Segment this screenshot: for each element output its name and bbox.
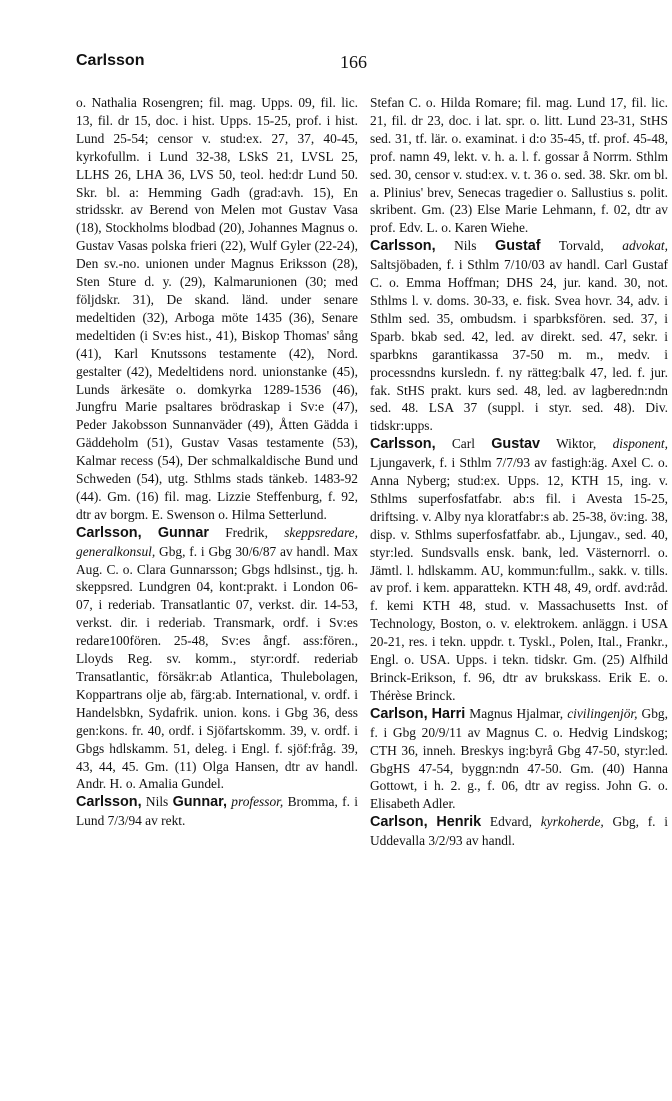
- entry-given-post: Fredrik,: [225, 524, 268, 540]
- entry-given-bold: Gunnar: [157, 524, 209, 541]
- entry-given-bold: Henrik: [436, 814, 482, 831]
- entry-given-bold: Gustaf: [495, 238, 541, 255]
- entry-body: Gbg, f. i Uddevalla 3/2/93 av handl.: [370, 814, 668, 849]
- entry-surname: Carlson,: [370, 814, 428, 831]
- entry-carlsson-gunnar-fredrik: [76, 524, 358, 794]
- entry-title: disponent,: [612, 436, 668, 452]
- page-number: 166: [340, 52, 367, 72]
- entry-body: Gbg, f. i Gbg 30/6/87 av handl. Max Aug. C. o. Clara Gunnarsson; Gbgs hdlsinst., tjg. h. skeppsred. Lundgren 04, kont:prakt. i London 06-07, i rederiab. Transatlantic 07, verkst. dir. 14-53, verkst. dir. i rederiab. Transmark, ordf. i Sv:es redare100fören. 25-48, Sv:es ångf. ass:fören., Lloyds Reg. sv. komm., styr:ordf. rederiab Transatlantic, försäkr:ab Atlantica, Thulebolagen, Koppartrans olje ab, färg:ab. International, v. ordf. i Handelsbkn, Sydafrik. union. kons. i Gbg 36, dess gen:kons. fr. 40, ordf. i Sjöfartskomm. 39, v. ordf. i Gbgs hdlskamm. 51, deleg. i Engl. f. sjöf:fråg. 39, 43, 44, 45. Gm. (11) Olga Hansen, dtr av handl. Andr. H. o. Amalia Gundel.: [76, 543, 358, 792]
- entry-surname: Carlsson,: [76, 524, 142, 541]
- entry-carlsson-nils-gunnar: [76, 793, 358, 830]
- entry-body: Ljungaverk, f. i Sthlm 7/7/93 av fastigh:äg. Axel C. o. Anna Nyberg; stud:ex. Upps. 12, KTH 15, ing. v. Sthlms superfosfatfabr. ab:s fil. i Avesta 15-25, driftsing. v. Alby nya kloratfabr:s ab. 25-38, öv:ing. 38, disp. v. Sthlms superfosfatfabr. ab., Ljungav., sed. 40, styr:led. Sundsvalls ensk. bank, led. Västernorrl. o. Jämtl. l. hdlskamm. AU, kommun:fullm., sakk. v. tills. av prof. i kem. apparattekn. KTH 48, 49, ordf. avd:råd. f. kemi KTH 48, stud. v. Massachusetts Inst. of Technology, Boston, o. v. elektrokem. anläggn. i USA 20-21, res. i tekn. uppdr. t. Tyskl., Polen, Ital., Frankr., Engl. o. USA. Upps. i tekn. tidskr. Gm. (25) Alfhild Brinck-Erikson, f. 96, dtr av brukskass. Erik E. o. Thérèse Brinck.: [370, 455, 668, 703]
- entry-given-post: Magnus Hjalmar,: [469, 705, 564, 721]
- entry-body: Saltsjöbaden, f. i Sthlm 7/10/03 av handl. Carl Gustaf C. o. Emma Hoffman; DHS 24, jur. kand. 30, not. Sthlms l. v. doms. 30-33, e. fisk. Svea hovr. 34, adv. i Sthlm sed. 35, ombudsm. i sparbksfören. sed. 37, i Sparb. bkab sed. 42, led. av direkt. sed. 47, sekr. i sparbkns garantikassa 37-50 m. m., medv. i processndns kursledn. f. ny rätteg:balk 47, led. f. jur. fak. StHS prakt. kurs sed. 48, led. av lagberedn:ndn sed. 48. LSA 37 (suppl. i styr. sed. 48). Div. tidskr:upps.: [370, 257, 668, 434]
- entry-continuation-right: [370, 94, 668, 237]
- entry-given-post: Wiktor,: [556, 436, 597, 452]
- entry-carlson-harri: [370, 705, 668, 813]
- entry-given-bold: Harri: [431, 705, 466, 722]
- running-head-name: Carlsson: [76, 52, 145, 69]
- entry-body: Bromma, f. i Lund 7/3/94 av rekt.: [76, 794, 358, 829]
- entry-given-pre: Nils: [145, 794, 169, 810]
- entry-title: civilingenjör,: [567, 705, 638, 721]
- entry-given-post: Torvald,: [558, 238, 604, 254]
- running-head: [76, 52, 644, 78]
- entry-surname: Carlsson,: [76, 794, 142, 811]
- entry-title: skeppsredare, generalkonsul,: [76, 524, 358, 559]
- entry-title: advokat,: [622, 238, 668, 254]
- entry-body: o. Nathalia Rosengren; fil. mag. Upps. 09, fil. lic. 13, fil. dr 15, doc. i hist. Upps. 15-25, prof. i hist. Lund 25-54; censor v. stud:ex. 27, 37, 40-45, kyrkofullm. i Lund 32-38, LSkS 21, LVSL 25, LLHS 26, LHA 36, LVS 50, teol. hed:dr Lund 50. Skr. bl. a: Hemming Gadh (grad:avh. 15), En stridsskr. av Berend von Melen mot Gustav Vasa (18), Stockholms blodbad (20), Johannes Magnus o. Gustav Vasas polska frieri (22), Wulf Gyler (22-24), Den sv.-no. unionen under Magnus Eriksson (28), Sten Sture d. y. (29), Kalmarunionen (30; med följdskr. 31), De skand. länd. under senare medeltiden (32), Arboga möte 1435 (36), Senare medeltiden (i Sv:es hist., 41), Biskop Thomas' sång (41), Karl Knutssons testamente (42), Nord. gestalter (42), Medeltidens nord. unionstanke (45), Lunds ärkesäte o. domkyrka 1289-1536 (46), Jungfru Marie psaltares brödraskap i Sv:e (47), Peder Jakobsson Sunnanväder (49), Åtten Gädda i Gäddeholm (51), Gustav Vasas testamente (53), Kalmar recess (54), Der schmalkaldische Bund und Schweden (54), utg. Sthlms stads tänkeb. 1483-92 (44). Gm. (16) fil. mag. Lizzie Steffenburg, f. 92, dtr av borgm. E. Swenson o. Hilma Setterlund.: [76, 95, 358, 522]
- entry-surname: Carlsson,: [370, 436, 436, 453]
- entry-given-bold: Gustav: [491, 436, 541, 453]
- entry-given-bold: Gunnar,: [172, 794, 227, 811]
- entry-title: kyrkoherde,: [540, 814, 604, 830]
- left-column: [76, 94, 358, 830]
- entry-given-pre: Nils: [454, 238, 477, 254]
- entry-surname: Carlson,: [370, 705, 428, 722]
- entry-given-pre: Carl: [451, 436, 475, 452]
- entry-title: professor,: [231, 794, 284, 810]
- entry-body: Stefan C. o. Hilda Romare; fil. mag. Lund 17, fil. lic. 21, fil. dr 23, doc. i lat. spr. o. litt. Lund 23-31, StHS sed. 31, tf. lär. o. examinat. i d:o 35-45, tf. prof. 45-48, prof. namn 49, lekt. v. h. a. l. f. gossar å Norrm. Sthlm sed. 30, censor v. stud:ex. v. t. 36 o. sed. 38. Skr. om bl. a. Plinius' brev, Senecas tragedier o. Sallustius s. polit. skribent. Gm. (23) Else Marie Lehmann, f. 02, dtr av prof. Edv. L. o. Karen Wiehe.: [370, 95, 668, 236]
- entry-given-post: Edvard,: [489, 814, 532, 830]
- entry-carlson-henrik: [370, 813, 668, 850]
- entry-continuation-left: [76, 94, 358, 524]
- entry-carlsson-nils-gustaf: [370, 237, 668, 435]
- right-column: [370, 94, 668, 850]
- entry-body: Gbg, f. i Gbg 20/9/11 av Magnus C. o. Hedvig Lindskog; CTH 36, inneh. Breskys ing:byrå Gbg 47-50, styr:led. GbgHS 47-54, byggn:ndn 47-50. Gm. (40) Hanna Gottowt, i h. 2. g., f. 06, dtr av regiss. John G. o. Elisabeth Adler.: [370, 705, 668, 812]
- entry-carlsson-carl-gustav: [370, 435, 668, 705]
- entry-surname: Carlsson,: [370, 238, 436, 255]
